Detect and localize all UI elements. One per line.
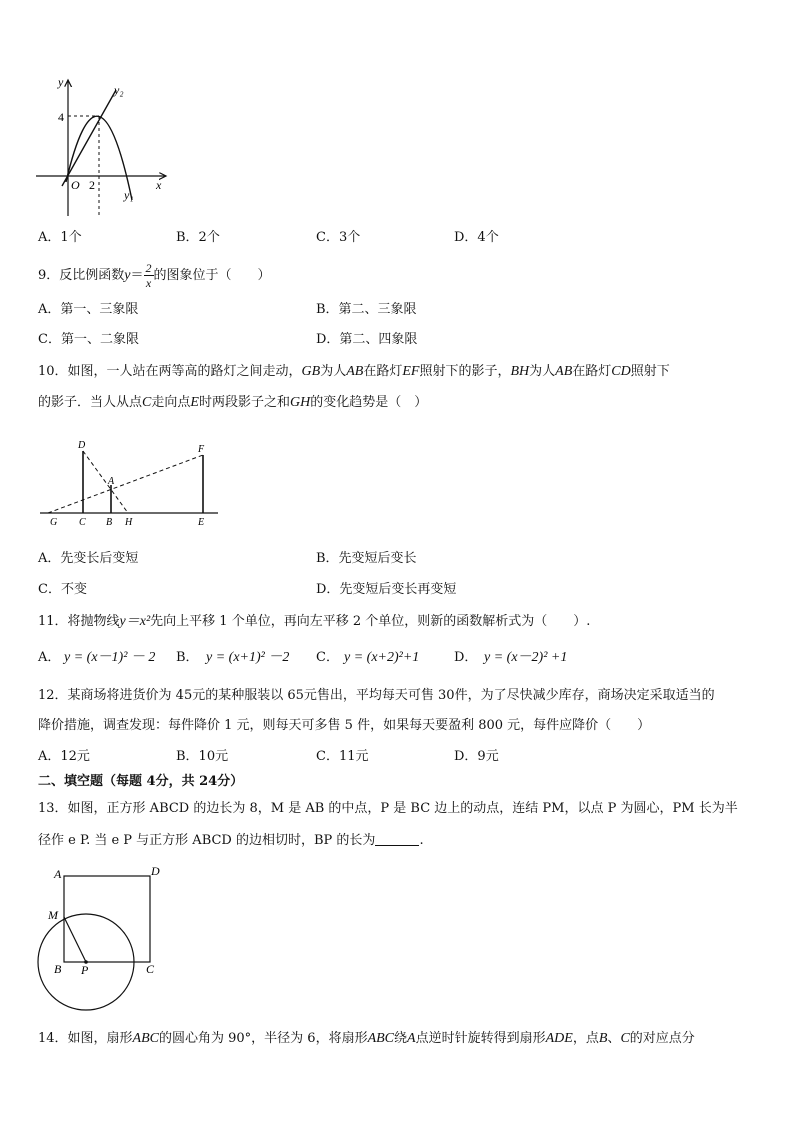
q8-option-a: A．1个: [38, 230, 82, 245]
q13-text: 径作 e P. 当 e P 与正方形 ABCD 的边相切时，BP 的长为: [38, 833, 376, 848]
section-fill-in-heading: 二、填空题（每题 4分，共 24分）: [38, 774, 244, 789]
label-origin: O: [71, 178, 80, 192]
q10-option-a: A．先变长后变短: [38, 551, 139, 566]
q9-suffix: 的图象位于（ ）: [153, 268, 271, 283]
q9-stem: [38, 261, 271, 290]
q10-text: 走向点: [151, 395, 191, 410]
label-c: C: [79, 517, 86, 528]
label-a: A: [108, 476, 115, 487]
line-y2: [62, 90, 116, 186]
label-a: A: [54, 867, 62, 881]
q10-text: 为人: [320, 364, 347, 379]
q14-sector-abc: ABC: [367, 1031, 395, 1046]
q12-stem-line2: 降价措施，调查发现：每件降价 1 元，则每天可多售 5 件，如果每天要盈利 800 元，每件应降价（ ）: [38, 718, 651, 733]
q10-streetlight-figure: [36, 436, 226, 536]
q10-option-c: C．不变: [38, 582, 87, 597]
q8-option-c: C．3个: [316, 230, 361, 245]
segment-pm: [64, 917, 86, 962]
q14-text: 点逆时针旋转得到扇形: [415, 1031, 546, 1046]
q9-prefix: 9．反比例函数: [38, 268, 125, 283]
answer-blank: [375, 832, 419, 846]
q12-option-a: A．12元: [38, 749, 90, 764]
label-f: F: [198, 444, 205, 455]
label-x: x: [156, 178, 162, 192]
q10-seg-ef: EF: [402, 364, 420, 379]
label-b: B: [106, 517, 113, 528]
q14-point-a: A: [407, 1031, 416, 1046]
ray-gf: [48, 455, 203, 513]
label-c: C: [146, 962, 155, 976]
label-d: D: [78, 440, 86, 451]
q11-option-c-label: C．: [316, 650, 339, 665]
q11-option-a-formula: y = (x－1)² － 2: [64, 650, 156, 665]
label-b: B: [54, 962, 62, 976]
q10-text: 的影子．当人从点: [38, 395, 143, 410]
label-h: H: [125, 517, 133, 528]
q10-stem-line1: [38, 362, 670, 382]
q11-option-d-label: D．: [454, 650, 478, 665]
q10-text: 为人: [529, 364, 556, 379]
q10-text: 照射下: [630, 364, 670, 379]
label-m: M: [48, 908, 58, 922]
q12-option-b: B．10元: [176, 749, 229, 764]
q11-option-d-formula: y = (x－2)² +1: [484, 650, 568, 665]
q10-seg-gh: GH: [289, 395, 311, 410]
q10-stem-line2: [38, 393, 427, 413]
label-g: G: [50, 517, 58, 528]
q9-var: y: [124, 268, 131, 283]
q10-option-d: D．先变短后变长再变短: [316, 582, 457, 597]
q9-option-b: B．第二、三象限: [316, 302, 417, 317]
q14-stem-line1: [38, 1029, 695, 1049]
q9-denominator: x: [145, 276, 152, 290]
q13-square-circle-figure: [34, 862, 174, 1022]
q9-eq: ＝: [130, 268, 144, 283]
label-p: P: [81, 963, 89, 977]
ray-dh: [83, 451, 128, 513]
q14-text: 绕: [394, 1031, 408, 1046]
label-d: D: [151, 864, 160, 878]
q9-option-d: D．第二、四象限: [316, 332, 418, 347]
q11-prefix: 11．将抛物线: [38, 614, 120, 629]
q13-stem-line1: 13．如图，正方形 ABCD 的边长为 8，M 是 AB 的中点，P 是 BC 边上的动点，连结 PM，以点 P 为圆心，PM 长为半: [38, 801, 738, 816]
q14-text: 14．如图，扇形: [38, 1031, 133, 1046]
q14-point-b: B: [598, 1031, 608, 1046]
q13-end: .: [419, 833, 424, 848]
label-4: 4: [58, 110, 64, 124]
q9-numerator: 2: [145, 261, 152, 275]
q10-seg-gb: GB: [301, 364, 321, 379]
label-y2: y₂: [114, 83, 124, 97]
q11-option-b-formula: y = (x+1)² －2: [206, 650, 290, 665]
q10-point-e: E: [190, 395, 199, 410]
q10-seg-bh: BH: [510, 364, 530, 379]
label-2: 2: [89, 178, 95, 192]
q13-stem-line2: [38, 831, 424, 851]
q8-option-b: B．2个: [176, 230, 220, 245]
q10-text: 时两段影子之和: [198, 395, 290, 410]
q12-option-c: C．11元: [316, 749, 369, 764]
q9-option-c: C．第一、二象限: [38, 332, 139, 347]
q14-text: 的对应点分: [629, 1031, 695, 1046]
q11-suffix: 先向上平移 1 个单位，再向左平移 2 个单位，则新的函数解析式为（ ）.: [150, 614, 591, 629]
label-e: E: [198, 517, 205, 528]
q10-option-b: B．先变短后变长: [316, 551, 417, 566]
label-y1: y₁: [124, 188, 134, 202]
q11-option-c-formula: y = (x+2)²+1: [344, 650, 420, 665]
q10-text: 10．如图，一人站在两等高的路灯之间走动，: [38, 364, 302, 379]
q11-option-b-label: B．: [176, 650, 199, 665]
q8-option-d: D．4个: [454, 230, 499, 245]
q9-option-a: A．第一、三象限: [38, 302, 139, 317]
q14-text: 、: [607, 1031, 621, 1046]
q12-stem-line1: 12．某商场将进货价为 45元的某种服装以 65元售出，平均每天可售 30件，为了尽快减少库存，商场决定采取适当的: [38, 688, 715, 703]
q14-sector-abc: ABC: [132, 1031, 159, 1046]
q10-point-c: C: [142, 395, 152, 410]
q14-point-c: C: [620, 1031, 630, 1046]
q14-sector-ade: ADE: [545, 1031, 573, 1046]
q14-text: ，点: [572, 1031, 599, 1046]
q10-seg-cd: CD: [611, 364, 631, 379]
q10-text: 在路灯: [363, 364, 403, 379]
q11-option-a-label: A．: [38, 650, 61, 665]
q10-text: 照射下的影子，: [419, 364, 511, 379]
label-y: y: [58, 75, 64, 89]
q10-text: 在路灯: [572, 364, 612, 379]
q9-fraction: [144, 261, 154, 290]
q11-stem: [38, 612, 590, 632]
q12-option-d: D．9元: [454, 749, 499, 764]
q10-text: 的变化趋势是（ ）: [310, 395, 428, 410]
q8-function-graph: [36, 72, 176, 222]
q11-equation: y＝x²: [119, 614, 151, 629]
q10-seg-ab: AB: [555, 364, 573, 379]
q14-text: 的圆心角为 90°，半径为 6，将扇形: [159, 1031, 368, 1046]
q10-seg-ab: AB: [346, 364, 364, 379]
